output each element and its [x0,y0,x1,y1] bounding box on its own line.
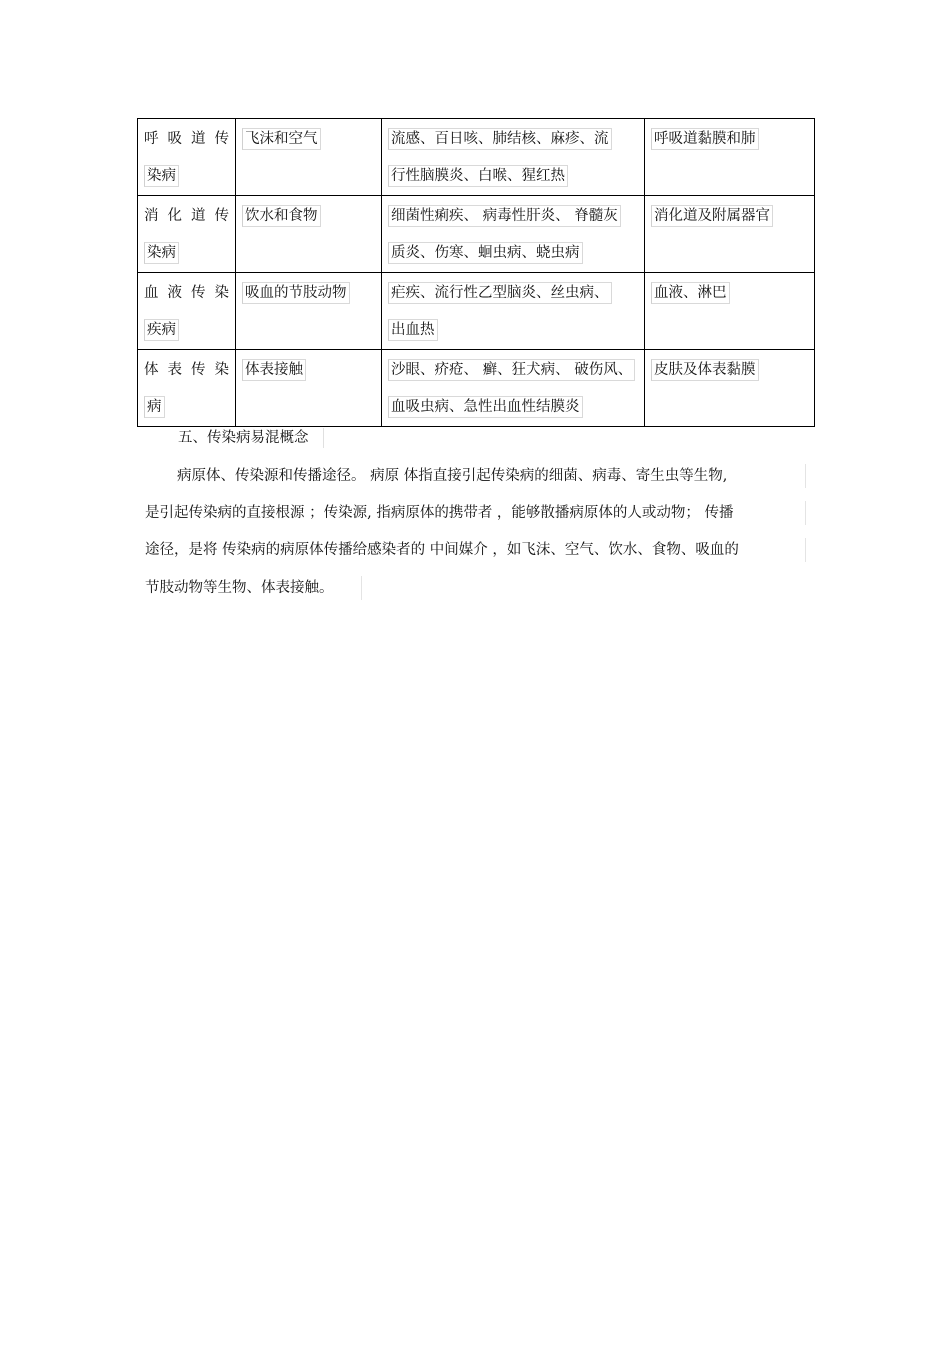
diseases-line: 行性脑膜炎、白喉、猩红热 [388,165,568,187]
transmission-route: 飞沫和空气 [242,128,321,150]
transmission-route-cell [236,273,382,350]
diseases-cell [382,350,645,427]
diseases-cell [382,196,645,273]
infection-site: 血液、淋巴 [651,282,730,304]
infection-site: 消化道及附属器官 [651,205,773,227]
diseases-line: 质炎、伤寒、蛔虫病、蛲虫病 [388,242,583,264]
disease-type-line: 染病 [144,165,179,187]
paragraph-line: 病原体、传染源和传播途径。 病原 体指直接引起传染病的细菌、病毒、寄生虫等生物, [177,464,806,488]
transmission-route-cell [236,119,382,196]
diseases-line: 血吸虫病、急性出血性结膜炎 [388,396,583,418]
diseases-cell [382,119,645,196]
disease-type-line: 呼 吸 道 传 [144,131,229,147]
disease-type-line: 消 化 道 传 [144,208,229,224]
transmission-route: 吸血的节肢动物 [242,282,350,304]
disease-type-line: 体 表 传 染 [144,362,229,378]
infection-site: 皮肤及体表黏膜 [651,359,759,381]
transmission-route-cell [236,196,382,273]
diseases-line: 流感、百日咳、肺结核、麻疹、流 [388,128,612,150]
disease-transmission-table [137,118,815,427]
paragraph-line: 是引起传染病的直接根源 ；传染源, 指病原体的携带者 ，能够散播病原体的人或动物； 传播 [145,501,806,525]
disease-type-cell [138,273,236,350]
paragraph-line: 途径，是将 传染病的病原体传播给感染者的 中间媒介 ，如飞沫、空气、饮水、食物、吸血的 [145,538,806,562]
disease-type-line: 疾病 [144,319,179,341]
infection-site-cell [645,350,815,427]
paragraph-line: 节肢动物等生物、体表接触。 [145,576,362,600]
infection-site: 呼吸道黏膜和肺 [651,128,759,150]
table-row [138,350,815,427]
diseases-line: 疟疾、流行性乙型脑炎、丝虫病、 [388,282,612,304]
transmission-route: 体表接触 [242,359,306,381]
diseases-line: 出血热 [388,319,438,341]
table-row [138,119,815,196]
infection-site-cell [645,273,815,350]
diseases-cell [382,273,645,350]
section-heading: 五、传染病易混概念 [178,428,324,448]
disease-type-line: 染病 [144,242,179,264]
diseases-line: 细菌性痢疾、 病毒性肝炎、 脊髓灰 [388,205,621,227]
table-row [138,196,815,273]
transmission-route: 饮水和食物 [242,205,321,227]
infection-site-cell [645,119,815,196]
disease-type-line: 病 [144,396,165,418]
table-row [138,273,815,350]
disease-type-line: 血 液 传 染 [144,285,229,301]
disease-type-cell [138,119,236,196]
infection-site-cell [645,196,815,273]
diseases-line: 沙眼、疥疮、 癣、狂犬病、 破伤风、 [388,359,635,381]
disease-type-cell [138,196,236,273]
transmission-route-cell [236,350,382,427]
disease-type-cell [138,350,236,427]
